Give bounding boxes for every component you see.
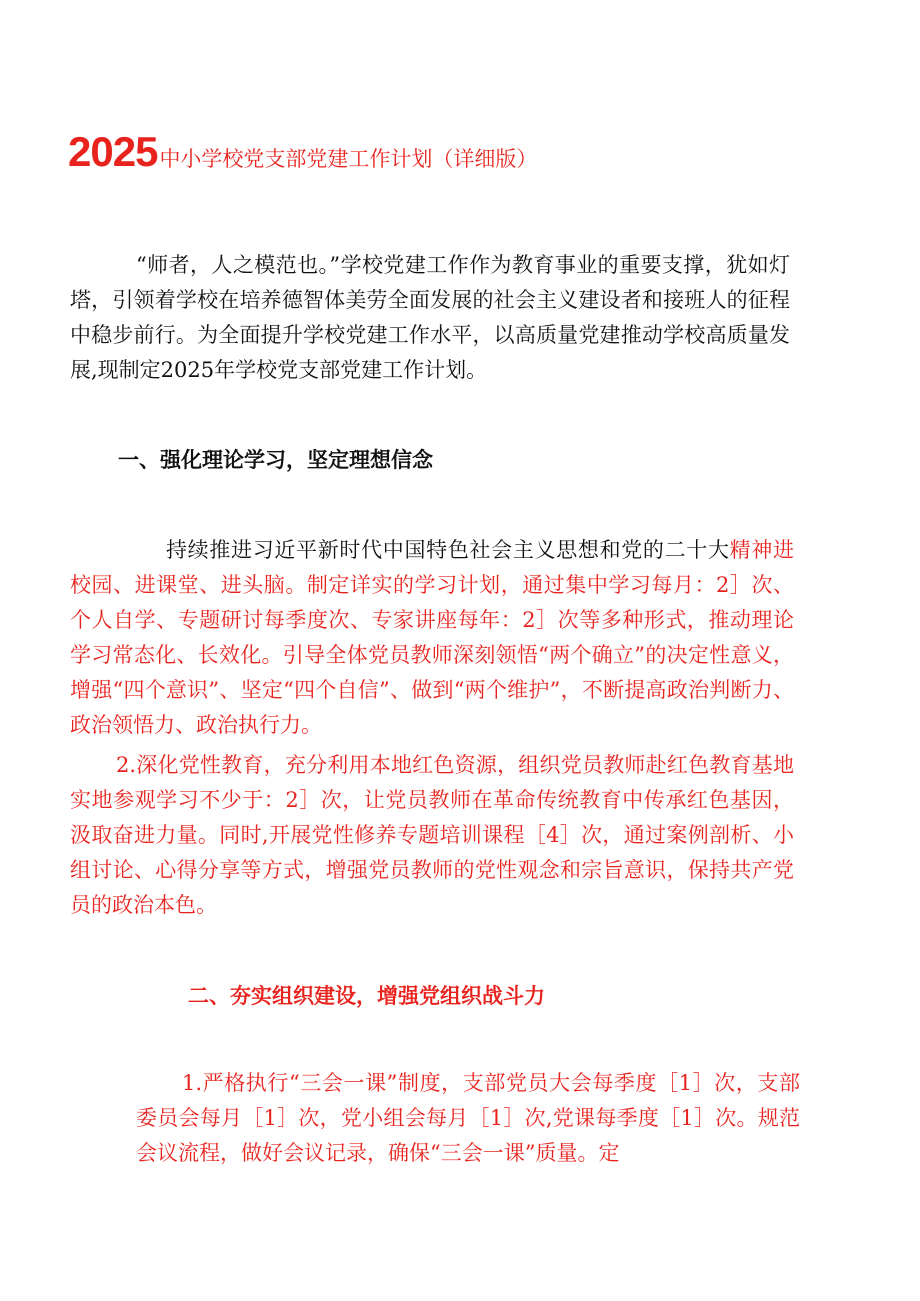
title-text: 中小学校党支部党建工作计划（详细版） [159,147,538,171]
section-1-paragraph-2: 2.深化党性教育，充分利用本地红色资源，组织党员教师赴红色教育基地实地参观学习不少于：2］次，让党员教师在革命传统教育中传承红色基因，汲取奋进力量。同时,开展党性修养专题培训课程［4］次，通过案例剖析、小组讨论、心得分享等方式，增强党员教师的党性观念和宗旨意识，保持共产党员的政治本色。 [70,753,794,917]
section-1-paragraph-1 [70,533,794,743]
section-2-heading: 二、夯实组织建设，增强党组织战斗力 [188,983,545,1008]
document-title [68,128,537,176]
title-year: 2025 [68,128,158,175]
section-1-paragraph-1-red: 精神进校园、进课堂、进头脑。制定详实的学习计划，通过集中学习每月：2］次、个人自学、专题研讨每季度次、专家讲座每年：2］次等多种形式，推动理论学习常态化、长效化。引导全体党员教师深刻领悟“两个确立”的决定性意义，增强“四个意识”、坚定“四个自信”、做到“两个维护”，不断提高政治判断力、政治领悟力、政治执行力。 [70,538,794,737]
section-1-heading: 一、强化理论学习，坚定理想信念 [118,447,433,472]
section-1-paragraph-1-black: 持续推进习近平新时代中国特色社会主义思想和党的二十大 [166,538,730,562]
section-2-paragraph-1: 1.严格执行“三会一课”制度，支部党员大会每季度［1］次，支部委员会每月［1］次，党小组会每月［1］次,党课每季度［1］次。规范会议流程，做好会议记录，确保“三会一课”质量。定 [136,1071,800,1165]
intro-paragraph: “师者，人之模范也。”学校党建工作作为教育事业的重要支撑，犹如灯塔，引领着学校在培养德智体美劳全面发展的社会主义建设者和接班人的征程中稳步前行。为全面提升学校党建工作水平，以高质量党建推动学校高质量发展,现制定2025年学校党支部党建工作计划。 [70,253,790,382]
